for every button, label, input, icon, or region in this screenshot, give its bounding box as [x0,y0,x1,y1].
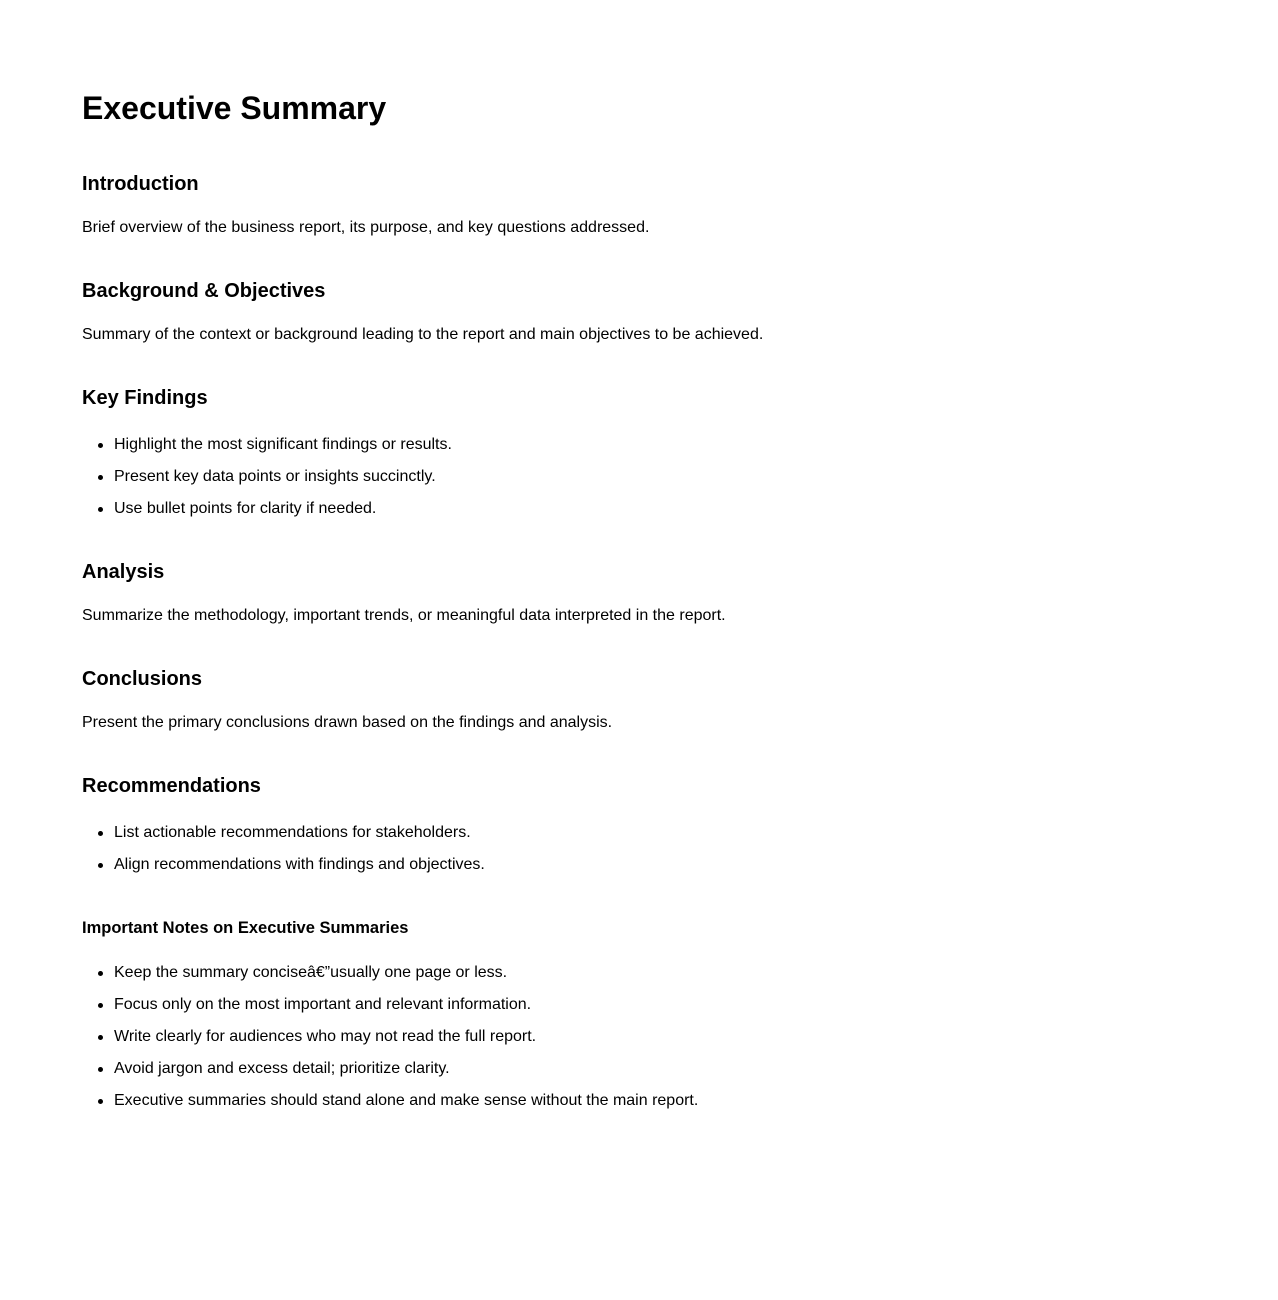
page-title: Executive Summary [82,90,387,126]
list-item [82,467,452,499]
introduction-heading: Introduction [82,173,199,195]
list-item [82,823,485,855]
bullet-icon [98,1067,103,1072]
list-item [82,855,485,887]
bullet-icon [98,1003,103,1008]
key-findings-heading: Key Findings [82,387,208,409]
list-item-text: Align recommendations with findings and objectives. [114,856,485,873]
bullet-icon [98,507,103,512]
bullet-icon [98,831,103,836]
recommendations-heading: Recommendations [82,775,261,797]
list-item-text: List actionable recommendations for stakeholders. [114,824,471,841]
list-item-text: Keep the summary conciseâ€”usually one page or less. [114,964,508,981]
important-notes-list [82,963,698,1123]
list-item-text: Use bullet points for clarity if needed. [114,500,377,517]
list-item-text: Present key data points or insights succinctly. [114,468,436,485]
list-item-text: Write clearly for audiences who may not read the full report. [114,1028,537,1045]
list-item-text: Highlight the most significant findings or results. [114,436,452,453]
list-item [82,499,452,531]
recommendations-list [82,823,485,887]
list-item [82,995,698,1027]
introduction-text: Brief overview of the business report, its purpose, and key questions addressed. [82,219,650,236]
conclusions-heading: Conclusions [82,668,203,690]
list-item [82,1091,698,1123]
list-item [82,1059,698,1091]
list-item-text: Executive summaries should stand alone and make sense without the main report. [114,1092,699,1109]
bullet-icon [98,971,103,976]
important-notes-heading: Important Notes on Executive Summaries [82,919,409,937]
bullet-icon [98,443,103,448]
list-item-text: Focus only on the most important and relevant information. [114,996,532,1013]
background-objectives-heading: Background & Objectives [82,280,326,302]
analysis-text: Summarize the methodology, important trends, or meaningful data interpreted in the report. [82,607,726,624]
list-item-text: Avoid jargon and excess detail; prioritize clarity. [114,1060,450,1077]
list-item [82,1027,698,1059]
list-item [82,435,452,467]
bullet-icon [98,1099,103,1104]
background-objectives-text: Summary of the context or background leading to the report and main objectives to be achieved. [82,326,764,343]
bullet-icon [98,475,103,480]
conclusions-text: Present the primary conclusions drawn based on the findings and analysis. [82,714,613,731]
key-findings-list [82,435,452,531]
analysis-heading: Analysis [82,561,165,583]
bullet-icon [98,1035,103,1040]
bullet-icon [98,863,103,868]
list-item [82,963,698,995]
